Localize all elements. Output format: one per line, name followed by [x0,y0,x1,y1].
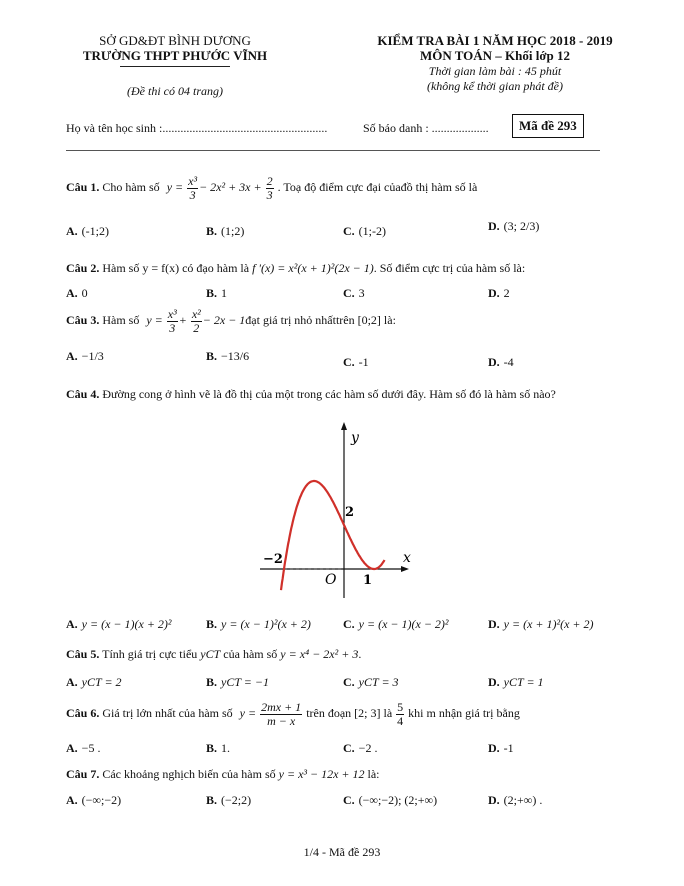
graph-tick-neg2: −2 [263,552,283,567]
time-allowed: Thời gian làm bài : 45 phút [428,64,562,78]
graph-tick-1: 1 [363,573,373,588]
question-5-label: Câu 5. [66,647,100,661]
function-graph [255,412,415,602]
school-name: TRƯỜNG THPT PHƯỚC VĨNH [82,48,268,63]
question-5-tail: . [358,647,362,661]
page-footer: 1/4 - Mã đề 293 [303,845,381,859]
page-count-note: (Đề thi có 04 trang) [127,84,223,98]
question-4-text: Đường cong ở hình vẽ là đồ thị của một trong các hàm số dưới đây. Hàm số đó là hàm số nào? [102,387,556,401]
question-3-text: Hàm số [102,312,140,327]
q6-option-b[interactable]: B. 1. [206,741,231,755]
question-6 [66,701,520,727]
question-3-label: Câu 3. [66,312,100,327]
q7-option-c[interactable]: C. (−∞;−2); (2;+∞) [343,793,438,807]
q3-option-b[interactable]: B. −13/6 [206,349,250,363]
question-2-expr: f '(x) = x²(x + 1)²(2x − 1) [252,261,374,275]
q5-option-c[interactable]: C. yCT = 3 [343,675,399,689]
exam-code-box: Mã đề 293 [512,114,584,138]
question-5-mid: của hàm số [223,647,278,661]
exam-title: KIỂM TRA BÀI 1 NĂM HỌC 2018 - 2019 [377,33,613,48]
question-6-tail: khi m nhận giá trị bằng [408,705,520,720]
question-1 [66,175,477,201]
q4-option-c[interactable]: C. y = (x − 1)(x − 2)² [343,617,449,631]
question-4-label: Câu 4. [66,387,100,401]
question-6-mid: trên đoạn [306,705,352,720]
q3-option-d[interactable]: D. -4 [488,355,514,369]
question-1-label: Câu 1. [66,179,100,194]
subject-grade: MÔN TOÁN – Khối lớp 12 [419,48,571,63]
graph-y-label: y [351,430,359,446]
question-7-text: Các khoảng nghịch biến của hàm số [102,767,276,781]
question-6-is: là [383,705,393,720]
time-note: (không kể thời gian phát đề) [426,79,564,93]
question-3-expr: y = $\frac{\text{x³}}{3}$ + $\frac{\text{x²}}{2}$ − 2x − 1 [146,307,246,335]
question-5-expr: y = x⁴ − 2x² + 3 [280,647,359,661]
q2-option-a[interactable]: A. 0 [66,286,88,300]
q5-option-a[interactable]: A. yCT = 2 [66,675,122,689]
student-id-field: Số báo danh : ................... [363,121,489,135]
q1-option-c[interactable]: C. (1;-2) [343,224,386,238]
q5-option-d[interactable]: D. yCT = 1 [488,675,544,689]
question-5-ycT: yCT [200,647,221,661]
graph-tick-2: 2 [345,505,355,520]
graph-x-label: x [403,550,411,566]
q5-option-b[interactable]: B. yCT = −1 [206,675,269,689]
q3-option-a[interactable]: A. −1/3 [66,349,104,363]
header-divider [66,150,600,151]
graph-origin-label: O [325,572,337,588]
question-6-text: Giá trị lớn nhất của hàm số [102,705,233,720]
question-7 [66,767,380,782]
question-2-text: Hàm số y = f(x) có đạo hàm là [102,261,250,275]
q7-option-a[interactable]: A. (−∞;−2) [66,793,122,807]
q2-option-c[interactable]: C. 3 [343,286,365,300]
q2-option-b[interactable]: B. 1 [206,286,228,300]
q7-option-b[interactable]: B. (−2;2) [206,793,252,807]
q4-option-b[interactable]: B. y = (x − 1)²(x + 2) [206,617,311,631]
question-5-text: Tính giá trị cực tiểu [102,647,198,661]
question-3 [66,308,396,334]
q6-option-a[interactable]: A. −5 . [66,741,101,755]
question-1-expr: y = $\frac{\text{x³}}{3}$ − 2x² + 3x + $\frac{2}{3}$ [166,174,273,202]
question-3-tail: đạt giá trị nhỏ nhấttrên [0;2] là: [245,312,396,327]
question-1-text: Cho hàm số [102,179,160,194]
student-name-field: Họ và tên học sinh :....................................................... [66,121,328,135]
question-5 [66,647,361,662]
question-6-expr: y = $\frac{2mx + 1}{m - x}$ [239,700,302,728]
question-7-expr: y = x³ − 12x + 12 [278,767,365,781]
q4-option-d[interactable]: D. y = (x + 1)²(x + 2) [488,617,594,631]
question-2 [66,261,525,276]
question-7-label: Câu 7. [66,767,100,781]
question-4 [66,387,556,402]
q4-option-a[interactable]: A. y = (x − 1)(x + 2)² [66,617,172,631]
q6-option-d[interactable]: D. -1 [488,741,514,755]
q3-option-c[interactable]: C. -1 [343,355,369,369]
question-6-value: $\frac{5}{4}$ [397,700,404,728]
q1-option-b[interactable]: B. (1;2) [206,224,245,238]
question-6-interval: [2; 3] [354,705,381,720]
q7-option-d[interactable]: D. (2;+∞) . [488,793,543,807]
q2-option-d[interactable]: D. 2 [488,286,510,300]
dept-name: SỞ GD&ĐT BÌNH DƯƠNG [99,33,251,48]
graph-y-arrow [341,422,347,430]
question-2-label: Câu 2. [66,261,100,275]
q1-option-a[interactable]: A. (-1;2) [66,224,109,238]
question-6-label: Câu 6. [66,705,100,720]
question-1-tail: . Toạ độ điểm cực đại củađồ thị hàm số là [277,179,478,194]
question-7-tail: là: [367,767,380,781]
school-underline [120,66,230,67]
question-2-tail: . Số điểm cực trị của hàm số là: [373,261,526,275]
q1-option-d[interactable]: D. (3; 2/3) [488,219,540,233]
q6-option-c[interactable]: C. −2 . [343,741,378,755]
graph-x-arrow [401,566,409,572]
